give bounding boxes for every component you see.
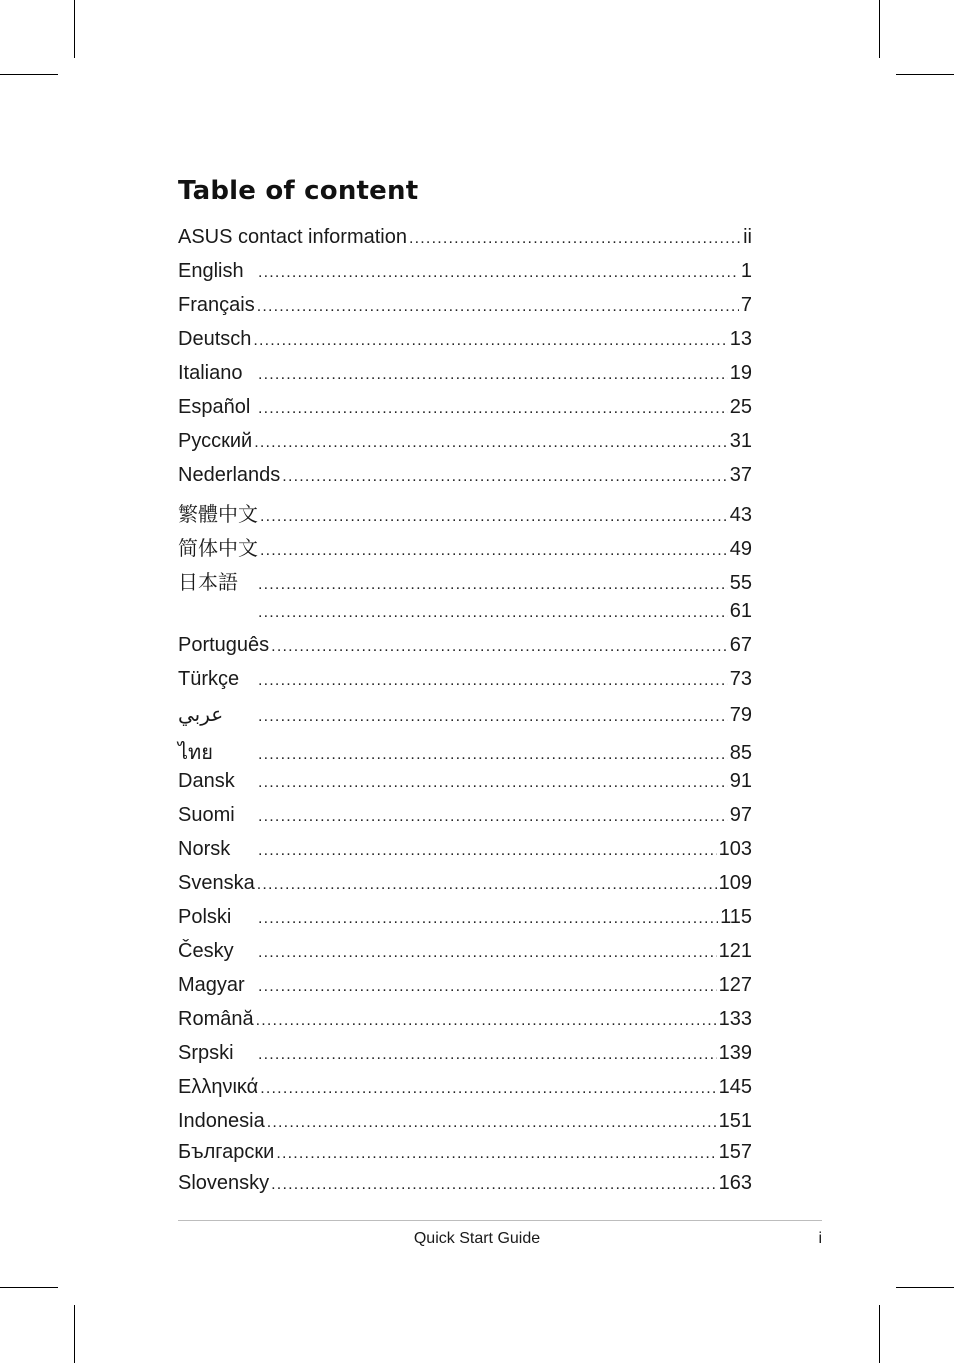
toc-dot-leader	[271, 638, 728, 656]
toc-dot-leader	[258, 910, 718, 928]
toc-entry-label: Indonesia	[178, 1110, 265, 1132]
toc-dot-leader	[258, 842, 717, 860]
toc-dot-leader	[254, 434, 728, 452]
toc-dot-leader	[258, 400, 728, 418]
toc-entry-page: 67	[729, 634, 752, 656]
toc-entry-page: 121	[718, 940, 752, 962]
toc-entry-page: 37	[729, 464, 752, 486]
toc-entry-label: عربي	[178, 704, 224, 726]
toc-entry-page: 115	[720, 906, 752, 928]
toc-entry[interactable]	[178, 1110, 752, 1140]
toc-entry-label: Türkçe	[178, 668, 240, 690]
toc-entry[interactable]	[178, 1042, 752, 1072]
toc-entry[interactable]	[178, 1008, 752, 1038]
toc-entry-page: 97	[729, 804, 752, 826]
toc-entry-label: Español	[178, 396, 251, 418]
toc-entry-label: Português	[178, 634, 270, 656]
toc-entry-page: ii	[743, 226, 752, 248]
crop-mark-bottom-left-vertical	[74, 1305, 75, 1363]
toc-entry[interactable]	[178, 396, 752, 426]
toc-dot-leader	[276, 1145, 716, 1163]
toc-entry[interactable]	[178, 260, 752, 290]
crop-mark-top-right-horizontal	[896, 74, 954, 75]
toc-entry-page: 139	[718, 1042, 752, 1064]
page-title: Table of content	[178, 176, 419, 206]
toc-entry-page: 127	[718, 974, 752, 996]
toc-dot-leader	[258, 746, 728, 764]
toc-entry-label: Svenska	[178, 872, 255, 894]
toc-entry-page: 85	[729, 742, 752, 764]
toc-entry-label: Ελληνικά	[178, 1076, 259, 1098]
toc-dot-leader	[258, 672, 728, 690]
toc-dot-leader	[257, 298, 739, 316]
toc-entry[interactable]	[178, 1141, 752, 1171]
toc-entry-page: 31	[729, 430, 752, 452]
crop-mark-bottom-right-vertical	[879, 1305, 880, 1363]
toc-entry-page: 73	[729, 668, 752, 690]
toc-entry-label: Nederlands	[178, 464, 281, 486]
toc-entry[interactable]	[178, 226, 752, 256]
toc-entry[interactable]	[178, 634, 752, 664]
toc-entry[interactable]	[178, 362, 752, 392]
toc-dot-leader	[258, 774, 728, 792]
toc-entry-label: Italiano	[178, 362, 243, 384]
toc-entry[interactable]	[178, 872, 752, 902]
toc-dot-leader	[258, 1046, 717, 1064]
toc-dot-leader	[258, 576, 728, 594]
toc-entry-label: ASUS contact information	[178, 226, 407, 248]
toc-entry-page: 157	[718, 1141, 752, 1163]
toc-entry-label: ไทย	[178, 742, 213, 764]
toc-entry[interactable]	[178, 940, 752, 970]
toc-entry[interactable]	[178, 1076, 752, 1106]
toc-entry-label: 简体中文	[178, 538, 258, 560]
toc-dot-leader	[258, 264, 739, 282]
toc-entry[interactable]	[178, 1172, 752, 1202]
crop-mark-top-left-vertical	[74, 0, 75, 58]
toc-entry-page: 103	[718, 838, 752, 860]
toc-entry-label: Norsk	[178, 838, 231, 860]
footer-page-number: i	[818, 1230, 822, 1247]
toc-entry-page: 1	[740, 260, 752, 282]
toc-entry[interactable]	[178, 702, 752, 732]
toc-entry-page: 133	[718, 1008, 752, 1030]
footer-title: Quick Start Guide	[413, 1230, 541, 1247]
toc-dot-leader	[257, 876, 717, 894]
toc-entry-label: Deutsch	[178, 328, 252, 350]
toc-entry-page: 7	[740, 294, 752, 316]
toc-entry-label: Česky	[178, 940, 234, 962]
crop-mark-top-right-vertical	[879, 0, 880, 58]
toc-dot-leader	[260, 508, 728, 526]
crop-mark-bottom-right-horizontal	[896, 1287, 954, 1288]
toc-entry-page: 151	[718, 1110, 752, 1132]
toc-entry[interactable]	[178, 804, 752, 834]
toc-entry[interactable]	[178, 464, 752, 494]
toc-entry[interactable]	[178, 736, 752, 766]
toc-dot-leader	[409, 230, 741, 248]
toc-entry[interactable]	[178, 328, 752, 358]
toc-entry-page: 55	[729, 572, 752, 594]
toc-entry-page: 19	[729, 362, 752, 384]
toc-entry-label: Srpski	[178, 1042, 234, 1064]
footer-divider	[178, 1220, 822, 1221]
toc-entry-label: 繁體中文	[178, 504, 258, 526]
toc-dot-leader	[256, 1012, 717, 1030]
crop-mark-bottom-left-horizontal	[0, 1287, 58, 1288]
toc-entry[interactable]	[178, 974, 752, 1004]
toc-entry-label: Dansk	[178, 770, 235, 792]
toc-dot-leader	[282, 468, 727, 486]
toc-entry-label: 日本語	[178, 572, 238, 594]
toc-dot-leader	[258, 366, 728, 384]
toc-entry[interactable]	[178, 906, 752, 936]
toc-entry-page: 109	[718, 872, 752, 894]
toc-entry[interactable]	[178, 430, 752, 460]
toc-entry-page: 61	[729, 600, 752, 622]
toc-entry[interactable]	[178, 770, 752, 800]
crop-mark-top-left-horizontal	[0, 74, 58, 75]
toc-dot-leader	[267, 1114, 717, 1132]
toc-entry[interactable]	[178, 838, 752, 868]
toc-entry-label: English	[178, 260, 244, 282]
toc-entry-label: Magyar	[178, 974, 245, 996]
toc-dot-leader	[258, 708, 728, 726]
toc-entry-label: Български	[178, 1141, 275, 1163]
toc-dot-leader	[258, 978, 717, 996]
toc-entry-label: Slovensky	[178, 1172, 270, 1194]
toc-entry[interactable]	[178, 532, 752, 562]
toc-dot-leader	[260, 1080, 716, 1098]
toc-entry-page: 49	[729, 538, 752, 560]
toc-dot-leader	[253, 332, 727, 350]
toc-entry[interactable]	[178, 294, 752, 324]
toc-entry-label: Français	[178, 294, 255, 316]
toc-dot-leader	[258, 944, 717, 962]
toc-entry-label: Suomi	[178, 804, 235, 826]
toc-entry-page: 91	[729, 770, 752, 792]
toc-entry[interactable]	[178, 498, 752, 528]
toc-entry[interactable]	[178, 566, 752, 596]
toc-dot-leader	[271, 1176, 716, 1194]
toc-entry-page: 145	[718, 1076, 752, 1098]
toc-dot-leader	[258, 808, 728, 826]
toc-dot-leader	[260, 542, 728, 560]
toc-entry[interactable]	[178, 600, 752, 630]
toc-entry[interactable]	[178, 668, 752, 698]
toc-entry-page: 43	[729, 504, 752, 526]
toc-entry-label: Русский	[178, 430, 253, 452]
toc-entry-label: Polski	[178, 906, 232, 928]
toc-entry-page: 13	[729, 328, 752, 350]
toc-entry-page: 25	[729, 396, 752, 418]
toc-entry-page: 79	[729, 704, 752, 726]
toc-dot-leader	[258, 604, 728, 622]
toc-entry-label: Română	[178, 1008, 254, 1030]
toc-entry-page: 163	[718, 1172, 752, 1194]
